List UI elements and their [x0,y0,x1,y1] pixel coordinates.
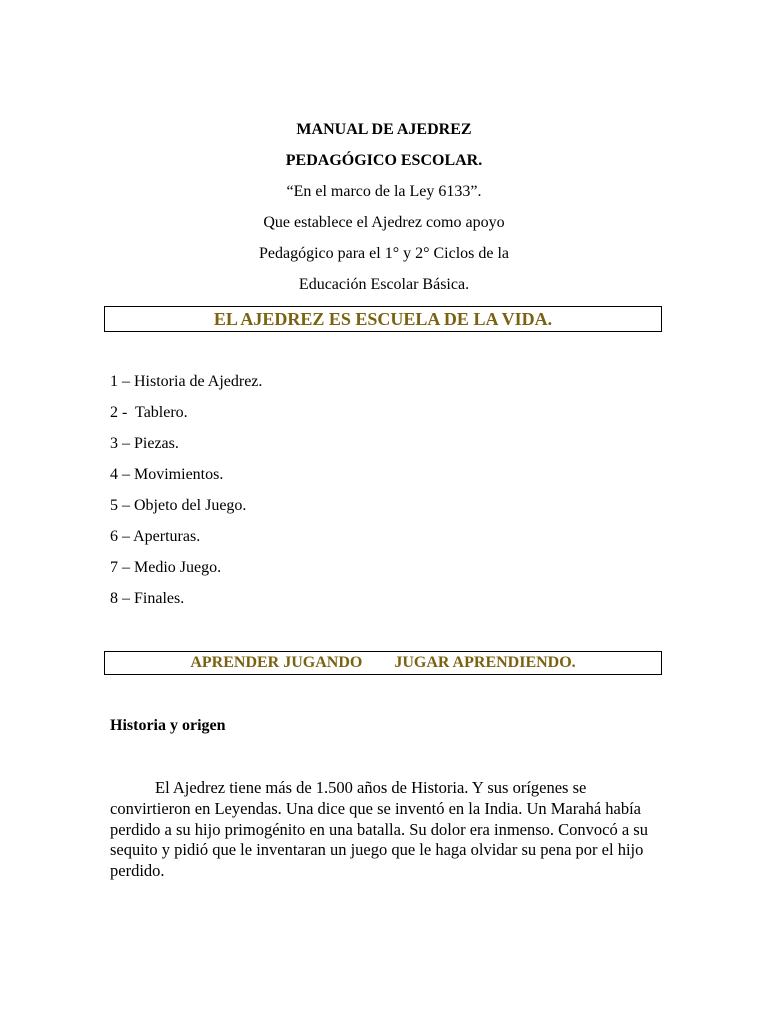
law-reference: “En el marco de la Ley 6133”. [286,183,482,200]
header-description-line-3: Educación Escolar Básica. [298,276,470,293]
toc-item-tablero: 2 - Tablero. [110,404,188,421]
manual-title: MANUAL DE AJEDREZ [296,121,472,138]
toc-item-finales: 8 – Finales. [110,590,185,607]
slogan-left: APRENDER JUGANDO [190,654,363,671]
toc-item-aperturas: 6 – Aperturas. [110,528,201,545]
toc-item-piezas: 3 – Piezas. [110,435,179,452]
table-of-contents [110,372,262,620]
motto-banner [104,306,662,332]
toc-item-objeto-del-juego: 5 – Objeto del Juego. [110,497,247,514]
toc-item-medio-juego: 7 – Medio Juego. [110,559,222,576]
slogan-right: JUGAR APRENDIENDO. [394,654,576,671]
header-description-line-2: Pedagógico para el 1° y 2° Ciclos de la [258,245,510,262]
motto-banner-text: EL AJEDREZ ES ESCUELA DE LA VIDA. [213,309,553,329]
toc-item-movimientos: 4 – Movimientos. [110,466,224,483]
header-description-line-1: Que establece el Ajedrez como apoyo [263,214,505,231]
section-heading: Historia y origen [110,717,226,734]
manual-subtitle: PEDAGÓGICO ESCOLAR. [285,152,483,169]
history-paragraph: El Ajedrez tiene más de 1.500 años de Historia. Y sus orígenes se convirtieron en Leyendas. Una dice que se inventó en la India. Un Marahá había perdido a su hijo primogénito en una batalla. Su dolor era inmenso. Convocó a su sequito y pidió que le inventaran un juego que le haga olvidar su pena por el hijo perdido. [110,778,648,881]
slogan-banner [104,651,662,675]
toc-item-historia: 1 – Historia de Ajedrez. [110,373,263,390]
